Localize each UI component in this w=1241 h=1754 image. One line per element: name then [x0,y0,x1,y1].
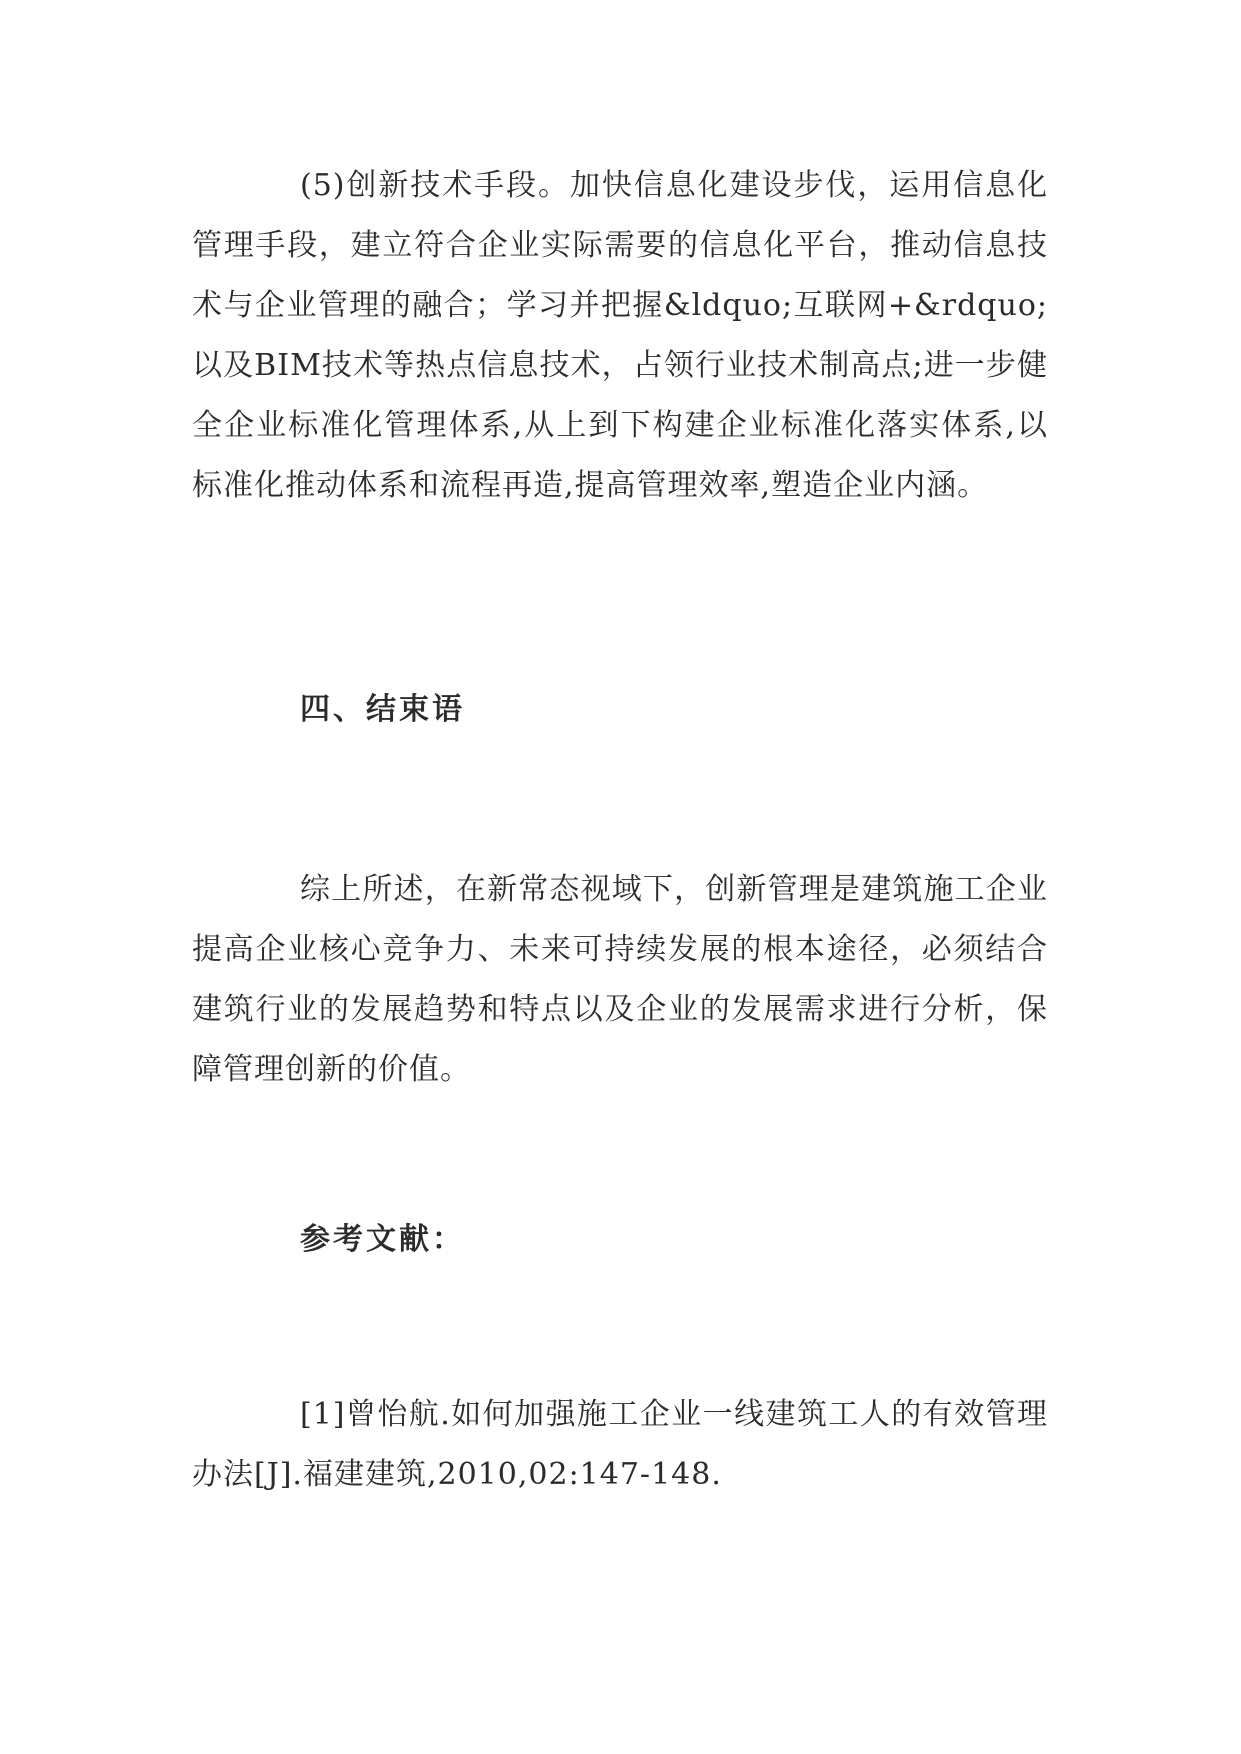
heading-conclusion: 四、结束语 [300,692,465,727]
reference-item-1: [1]曾怡航.如何加强施工企业一线建筑工人的有效管理办法[J].福建建筑,2010,02:147-148. [192,1397,1048,1492]
heading-references: 参考文献： [300,1222,465,1257]
paragraph-conclusion: 综上所述，在新常态视域下，创新管理是建筑施工企业提高企业核心竞争力、未来可持续发展的根本途径，必须结合建筑行业的发展趋势和特点以及企业的发展需求进行分析，保障管理创新的价值。 [192,872,1048,1087]
paragraph-innovation-tech: (5)创新技术手段。加快信息化建设步伐，运用信息化管理手段，建立符合企业实际需要的信息化平台，推动信息技术与企业管理的融合；学习并把握&ldquo;互联网+&rdquo;以及BIM技术等热点信息技术，占领行业技术制高点;进一步健全企业标准化管理体系,从上到下构建企业标准化落实体系,以标准化推动体系和流程再造,提高管理效率,塑造企业内涵。 [192,168,1048,503]
